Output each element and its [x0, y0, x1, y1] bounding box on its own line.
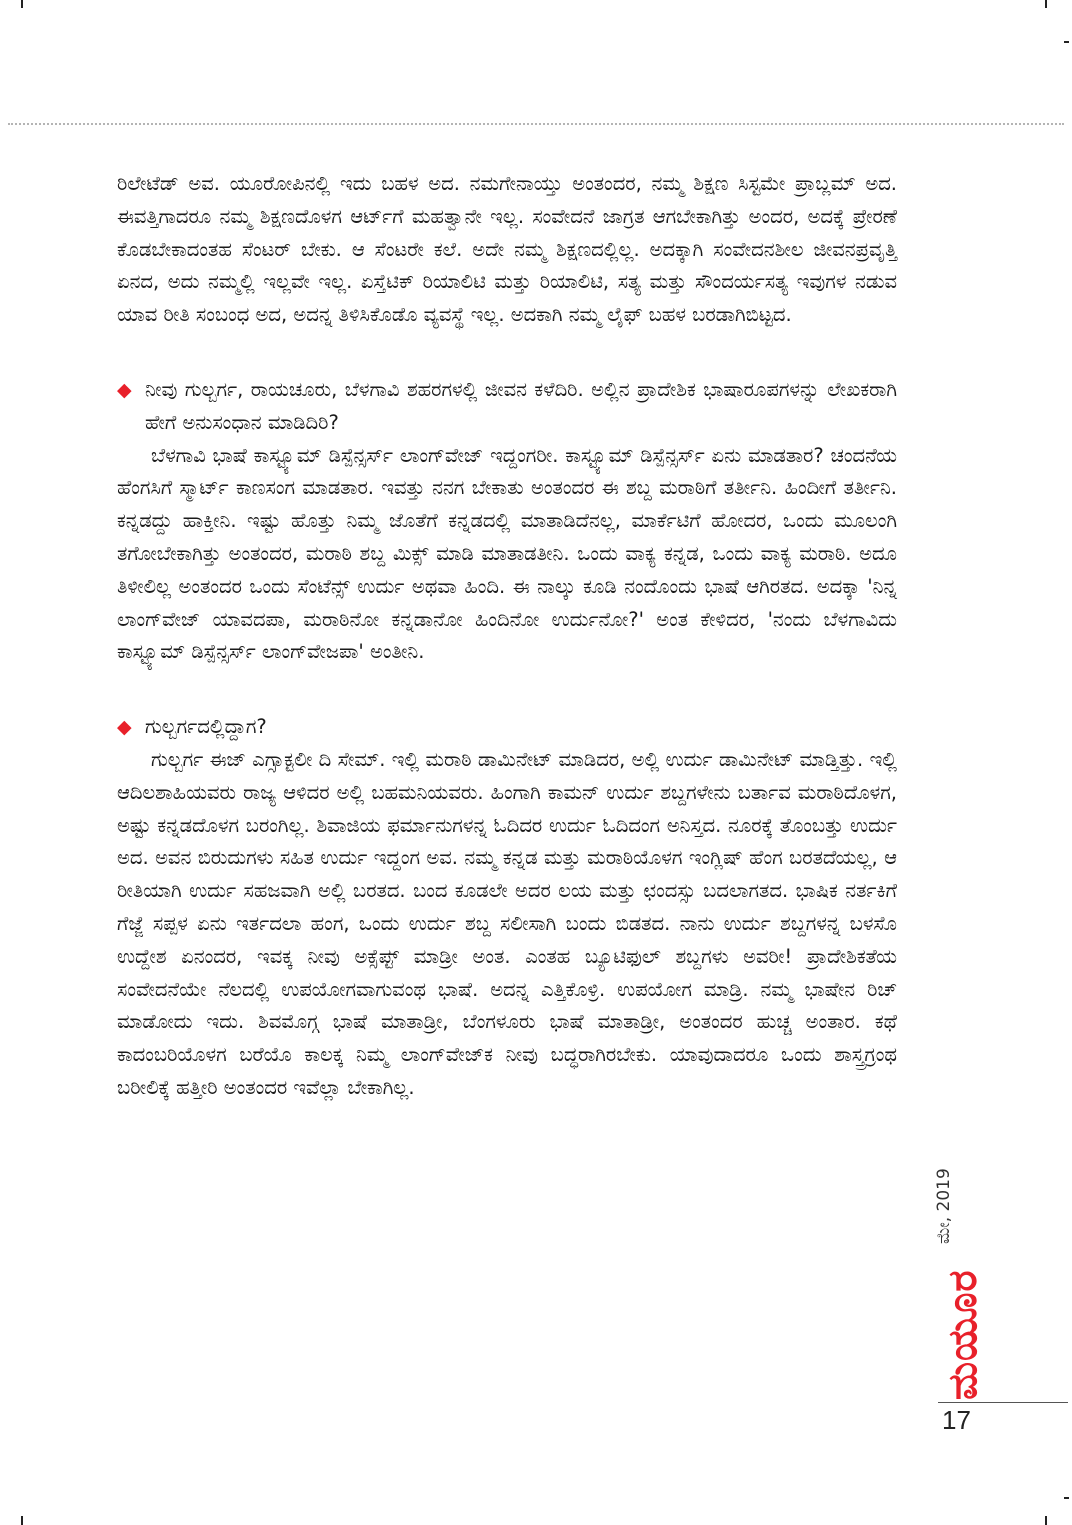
question-text: ಗುಲ್ಬರ್ಗದಲ್ಲಿದ್ದಾಗ?	[145, 715, 267, 739]
diamond-bullet-icon: ◆	[117, 716, 132, 739]
diamond-bullet-icon: ◆	[117, 378, 132, 401]
crop-mark-right-lower	[1064, 1497, 1069, 1499]
interview-question	[117, 374, 897, 440]
crop-mark-top-right	[1045, 0, 1047, 8]
paragraph-gap	[117, 669, 897, 711]
paragraph-gap	[117, 332, 897, 374]
issue-date: ಮೇ, 2019	[934, 1168, 954, 1244]
crop-mark-bottom-left	[21, 1516, 23, 1525]
interview-answer: ಬೆಳಗಾವಿ ಭಾಷೆ ಕಾಸ್ಟ್ಯೂಮ್ ಡಿಸ್ಪೆನ್ಸರ್ಸ್ ಲಾಂಗ್‌ವೇಜ್ ಇದ್ದಂಗರೀ. ಕಾಸ್ಟ್ಯೂಮ್ ಡಿಸ್ಪೆನ್ಸರ್ಸ್ ಏನು ಮಾಡತಾರ? ಚಂದನೆಯ ಹೆಂಗಸಿಗೆ ಸ್ಮಾರ್ಟ್ ಕಾಣಸಂಗ ಮಾಡತಾರ. ಇವತ್ತು ನನಗ ಬೇಕಾತು ಅಂತಂದರ ಈ ಶಬ್ದ ಮರಾಠಿಗೆ ತರ್ತೀನಿ. ಹಿಂದೀಗೆ ತರ್ತೀನಿ. ಕನ್ನಡದ್ದು ಹಾಕ್ತೀನಿ. ಇಷ್ಟು ಹೊತ್ತು ನಿಮ್ಮ ಜೊತೆಗೆ ಕನ್ನಡದಲ್ಲಿ ಮಾತಾಡಿದೆನಲ್ಲ, ಮಾರ್ಕೆಟಿಗೆ ಹೋದರ, ಒಂದು ಮೂಲಂಗಿ ತಗೋಬೇಕಾಗಿತ್ತು ಅಂತಂದರ, ಮರಾಠಿ ಶಬ್ದ ಮಿಕ್ಸ್ ಮಾಡಿ ಮಾತಾಡತೀನಿ. ಒಂದು ವಾಕ್ಯ ಕನ್ನಡ, ಒಂದು ವಾಕ್ಯ ಮರಾಠಿ. ಅದೂ ತಿಳೀಲಿಲ್ಲ ಅಂತಂದರ ಒಂದು ಸೆಂಟೆನ್ಸ್ ಉರ್ದು ಅಥವಾ ಹಿಂದಿ. ಈ ನಾಲ್ಕು ಕೂಡಿ ನಂದೊಂದು ಭಾಷೆ ಆಗಿರತದ. ಅದಕ್ಕಾ 'ನಿನ್ನ ಲಾಂಗ್‌ವೇಜ್ ಯಾವದಪಾ, ಮರಾಠಿನೋ ಕನ್ನಡಾನೋ ಹಿಂದಿನೋ ಉರ್ದುನೋ?' ಅಂತ ಕೇಳಿದರ, 'ನಂದು ಬೆಳಗಾವಿದು ಕಾಸ್ಟ್ಯೂಮ್ ಡಿಸ್ಪೆನ್ಸರ್ಸ್ ಲಾಂಗ್‌ವೇಜಪಾ' ಅಂತೀನಿ.	[117, 443, 897, 664]
article-body	[117, 168, 897, 1105]
crop-mark-bottom-right	[1045, 1516, 1047, 1525]
page-number: 17	[942, 1405, 971, 1435]
interview-question	[117, 711, 897, 744]
header-dotted-divider	[8, 123, 1064, 125]
magazine-logo: ಮಯೂರ	[940, 1269, 986, 1400]
article-paragraph: ರಿಲೇಟೆಡ್ ಅವ. ಯೂರೋಪಿನಲ್ಲಿ ಇದು ಬಹಳ ಅದ. ನಮಗೇನಾಯ್ತು ಅಂತಂದರ, ನಮ್ಮ ಶಿಕ್ಷಣ ಸಿಸ್ಟಮೇ ಪ್ರಾಬ್ಲಮ್ ಅದ. ಈವತ್ತಿಗಾದರೂ ನಮ್ಮ ಶಿಕ್ಷಣದೊಳಗ ಆರ್ಟ್‌ಗೆ ಮಹತ್ವಾನೇ ಇಲ್ಲ. ಸಂವೇದನೆ ಜಾಗ್ರತ ಆಗಬೇಕಾಗಿತ್ತು ಅಂದರ, ಅದಕ್ಕೆ ಪ್ರೇರಣೆ ಕೊಡಬೇಕಾದಂತಹ ಸೆಂಟರ್ ಬೇಕು. ಆ ಸೆಂಟರೇ ಕಲೆ. ಅದೇ ನಮ್ಮ ಶಿಕ್ಷಣದಲ್ಲಿಲ್ಲ. ಅದಕ್ಕಾಗಿ ಸಂವೇದನಶೀಲ ಜೀವನಪ್ರವೃತ್ತಿ ಏನದ, ಅದು ನಮ್ಮಲ್ಲಿ ಇಲ್ಲವೇ ಇಲ್ಲ. ಏಸ್ತೆಟಿಕ್ ರಿಯಾಲಿಟಿ ಮತ್ತು ರಿಯಾಲಿಟಿ, ಸತ್ಯ ಮತ್ತು ಸೌಂದರ್ಯಸತ್ಯ ಇವುಗಳ ನಡುವ ಯಾವ ರೀತಿ ಸಂಬಂಧ ಅದ, ಅದನ್ನ ತಿಳಿಸಿಕೊಡೊ ವ್ಯವಸ್ಥೆ ಇಲ್ಲ. ಅದಕಾಗಿ ನಮ್ಮ ಲೈಫ್ ಬಹಳ ಬರಡಾಗಿಬಿಟ್ಟದ.	[117, 172, 897, 327]
question-text: ನೀವು ಗುಲ್ಬರ್ಗ, ರಾಯಚೂರು, ಬೆಳಗಾವಿ ಶಹರಗಳಲ್ಲಿ ಜೀವನ ಕಳೆದಿರಿ. ಅಲ್ಲಿನ ಪ್ರಾದೇಶಿಕ ಭಾಷಾರೂಪಗಳನ್ನು ಲೇಖಕರಾಗಿ ಹೇಗೆ ಅನುಸಂಧಾನ ಮಾಡಿದಿರಿ?	[145, 377, 897, 434]
interview-answer: ಗುಲ್ಬರ್ಗ ಈಜ್ ಎಗ್ಸಾಕ್ಟಲೀ ದಿ ಸೇಮ್. ಇಲ್ಲಿ ಮರಾಠಿ ಡಾಮಿನೇಟ್ ಮಾಡಿದರ, ಅಲ್ಲಿ ಉರ್ದು ಡಾಮಿನೇಟ್ ಮಾಡ್ತಿತ್ತು. ಇಲ್ಲಿ ಆದಿಲಶಾಹಿಯವರು ರಾಜ್ಯ ಆಳಿದರ ಅಲ್ಲಿ ಬಹಮನಿಯವರು. ಹಿಂಗಾಗಿ ಕಾಮನ್ ಉರ್ದು ಶಬ್ದಗಳೇನು ಬರ್ತಾವ ಮರಾಠಿದೊಳಗ, ಅಷ್ಟು ಕನ್ನಡದೊಳಗ ಬರಂಗಿಲ್ಲ. ಶಿವಾಜಿಯ ಫರ್ಮಾನುಗಳನ್ನ ಓದಿದರ ಉರ್ದು ಓದಿದಂಗ ಅನಿಸ್ತದ. ನೂರಕ್ಕೆ ತೊಂಬತ್ತು ಉರ್ದು ಅದ. ಅವನ ಬಿರುದುಗಳು ಸಹಿತ ಉರ್ದು ಇದ್ದಂಗ ಅವ. ನಮ್ಮ ಕನ್ನಡ ಮತ್ತು ಮರಾಠಿಯೊಳಗ ಇಂಗ್ಲಿಷ್ ಹೆಂಗ ಬರತದೆಯಲ್ಲ, ಆ ರೀತಿಯಾಗಿ ಉರ್ದು ಸಹಜವಾಗಿ ಅಲ್ಲಿ ಬರತದ. ಬಂದ ಕೂಡಲೇ ಅದರ ಲಯ ಮತ್ತು ಛಂದಸ್ಸು ಬದಲಾಗತದ. ಭಾಷಿಕ ನರ್ತಕಿಗೆ ಗೆಜ್ಜೆ ಸಪ್ಪಳ ಏನು ಇರ್ತದಲಾ ಹಂಗ, ಒಂದು ಉರ್ದು ಶಬ್ದ ಸಲೀಸಾಗಿ ಬಂದು ಬಿಡತದ. ನಾನು ಉರ್ದು ಶಬ್ದಗಳನ್ನ ಬಳಸೊ ಉದ್ದೇಶ ಏನಂದರ, ಇವಕ್ಕ ನೀವು ಅಕ್ಸೆಪ್ಟ್ ಮಾಡ್ರೀ ಅಂತ. ಎಂತಹ ಬ್ಯೂಟಿಫುಲ್ ಶಬ್ದಗಳು ಅವರೀ! ಪ್ರಾದೇಶಿಕತೆಯ ಸಂವೇದನೆಯೇ ನೆಲದಲ್ಲಿ ಉಪಯೋಗವಾಗುವಂಥ ಭಾಷೆ. ಅದನ್ನ ಎತ್ತಿಕೊಳ್ರಿ. ಉಪಯೋಗ ಮಾಡ್ರಿ. ನಮ್ಮ ಭಾಷೇನ ರಿಚ್ ಮಾಡೋದು ಇದು. ಶಿವಮೊಗ್ಗ ಭಾಷೆ ಮಾತಾಡ್ರೀ, ಬೆಂಗಳೂರು ಭಾಷೆ ಮಾತಾಡ್ರೀ, ಅಂತಂದರ ಹುಚ್ಚ ಅಂತಾರ. ಕಥೆ ಕಾದಂಬರಿಯೊಳಗ ಬರೆಯೊ ಕಾಲಕ್ಕ ನಿಮ್ಮ ಲಾಂಗ್‌ವೇಜ್‌ಕ ನೀವು ಬದ್ಧರಾಗಿರಬೇಕು. ಯಾವುದಾದರೂ ಒಂದು ಶಾಸ್ತ್ರಗ್ರಂಥ ಬರೀಲಿಕ್ಕೆ ಹತ್ತೀರಿ ಅಂತಂದರ ಇವೆಲ್ಲಾ ಬೇಕಾಗಿಲ್ಲ.	[117, 747, 897, 1099]
crop-mark-top-left	[21, 0, 23, 8]
page-number-rule	[938, 1402, 1068, 1403]
crop-mark-right-upper	[1064, 41, 1069, 43]
